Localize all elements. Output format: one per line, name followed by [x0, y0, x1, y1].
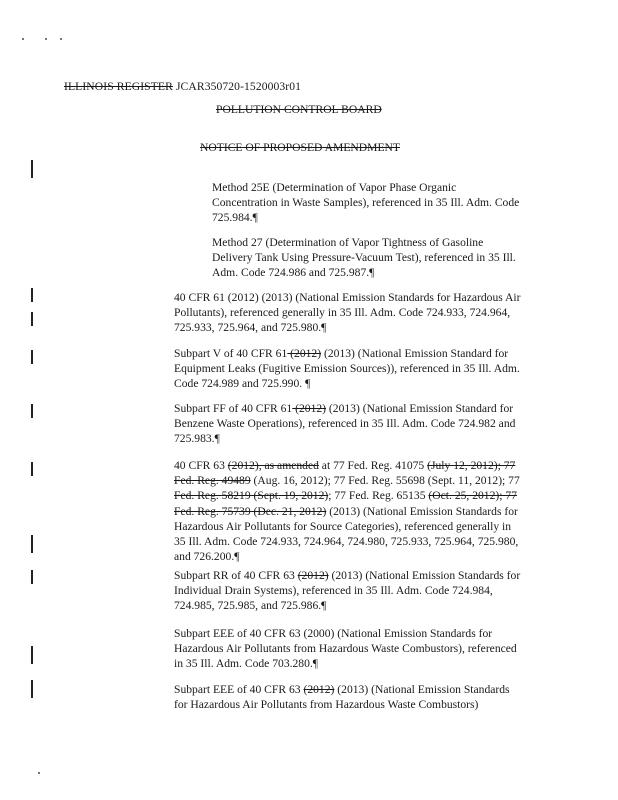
method-27-paragraph: Method 27 (Determination of Vapor Tightness of Gasoline Delivery Tank Using Pressure-Vacuum Test), referenced in 35 Ill. Adm. Code 724.986 and 725.987.¶ [212, 236, 516, 280]
change-bar [31, 570, 33, 584]
change-bar [31, 350, 33, 364]
subpart-eee-2013-paragraph: Subpart EEE of 40 CFR 63 (2012) (2013) (National Emission Standards for Hazardous Air Pollutants from Hazardous Waste Combustors) [174, 683, 510, 712]
change-bar [31, 160, 33, 178]
register-title: ILLINOIS REGISTER [64, 80, 173, 93]
notice-title: NOTICE OF PROPOSED AMENDMENT [200, 141, 401, 154]
cfr61-paragraph: 40 CFR 61 (2012) (2013) (National Emission Standards for Hazardous Air Pollutants), referenced generally in 35 Ill. Adm. Code 724.933, 724.964, 725.933, 725.964, and 725.980.¶ [174, 291, 521, 335]
register-header [64, 79, 301, 94]
register-code: JCAR350720-1520003r01 [175, 80, 302, 93]
cfr63-paragraph: 40 CFR 63 (2012), as amended at 77 Fed. Reg. 41075 (July 12, 2012); 77 Fed. Reg. 49489 (Aug. 16, 2012); 77 Fed. Reg. 55698 (Sept. 11, 2012); 77 Fed. Reg. 58219 (Sept. 19, 2012); 77 Fed. Reg. 65135 (Oct. 25, 2012); 77 Fed. Reg. 75739 (Dec. 21, 2012) (2013) (National Emission Standards for Hazardous Air Pollutants for Source Categories), referenced generally in 35 Ill. Adm. Code 724.933, 724.964, 724.980, 725.933, 725.964, 725.980, and 726.200.¶ [174, 459, 520, 564]
subpart-rr-paragraph: Subpart RR of 40 CFR 63 (2012) (2013) (National Emission Standards for Individual Drain Systems), referenced in 35 Ill. Adm. Code 724.984, 724.985, 725.985, and 725.986.¶ [174, 569, 521, 613]
change-bar [31, 680, 33, 698]
scan-speck [38, 772, 40, 774]
change-bar [31, 288, 33, 302]
agency-title: POLLUTION CONTROL BOARD [216, 103, 382, 116]
method-25e-paragraph: Method 25E (Determination of Vapor Phase Organic Concentration in Waste Samples), referenced in 35 Ill. Adm. Code 725.984.¶ [212, 181, 520, 225]
change-bar [31, 462, 33, 476]
change-bar [31, 646, 33, 664]
subpart-v-paragraph: Subpart V of 40 CFR 61 (2012) (2013) (National Emission Standard for Equipment Leaks (Fugitive Emission Sources)), referenced in 35 Ill. Adm. Code 724.989 and 725.990. ¶ [174, 347, 520, 391]
subpart-eee-2000-paragraph: Subpart EEE of 40 CFR 63 (2000) (National Emission Standards for Hazardous Air Pollutants from Hazardous Waste Combustors), referenced in 35 Ill. Adm. Code 703.280.¶ [174, 627, 517, 671]
scan-speck [45, 38, 47, 40]
change-bar [31, 404, 33, 418]
change-bar [31, 535, 33, 553]
scan-speck [60, 38, 62, 40]
scan-speck [22, 38, 24, 40]
subpart-ff-paragraph: Subpart FF of 40 CFR 61 (2012) (2013) (National Emission Standard for Benzene Waste Operations), referenced in 35 Ill. Adm. Code 724.982 and 725.983.¶ [174, 402, 516, 446]
change-bar [31, 312, 33, 326]
